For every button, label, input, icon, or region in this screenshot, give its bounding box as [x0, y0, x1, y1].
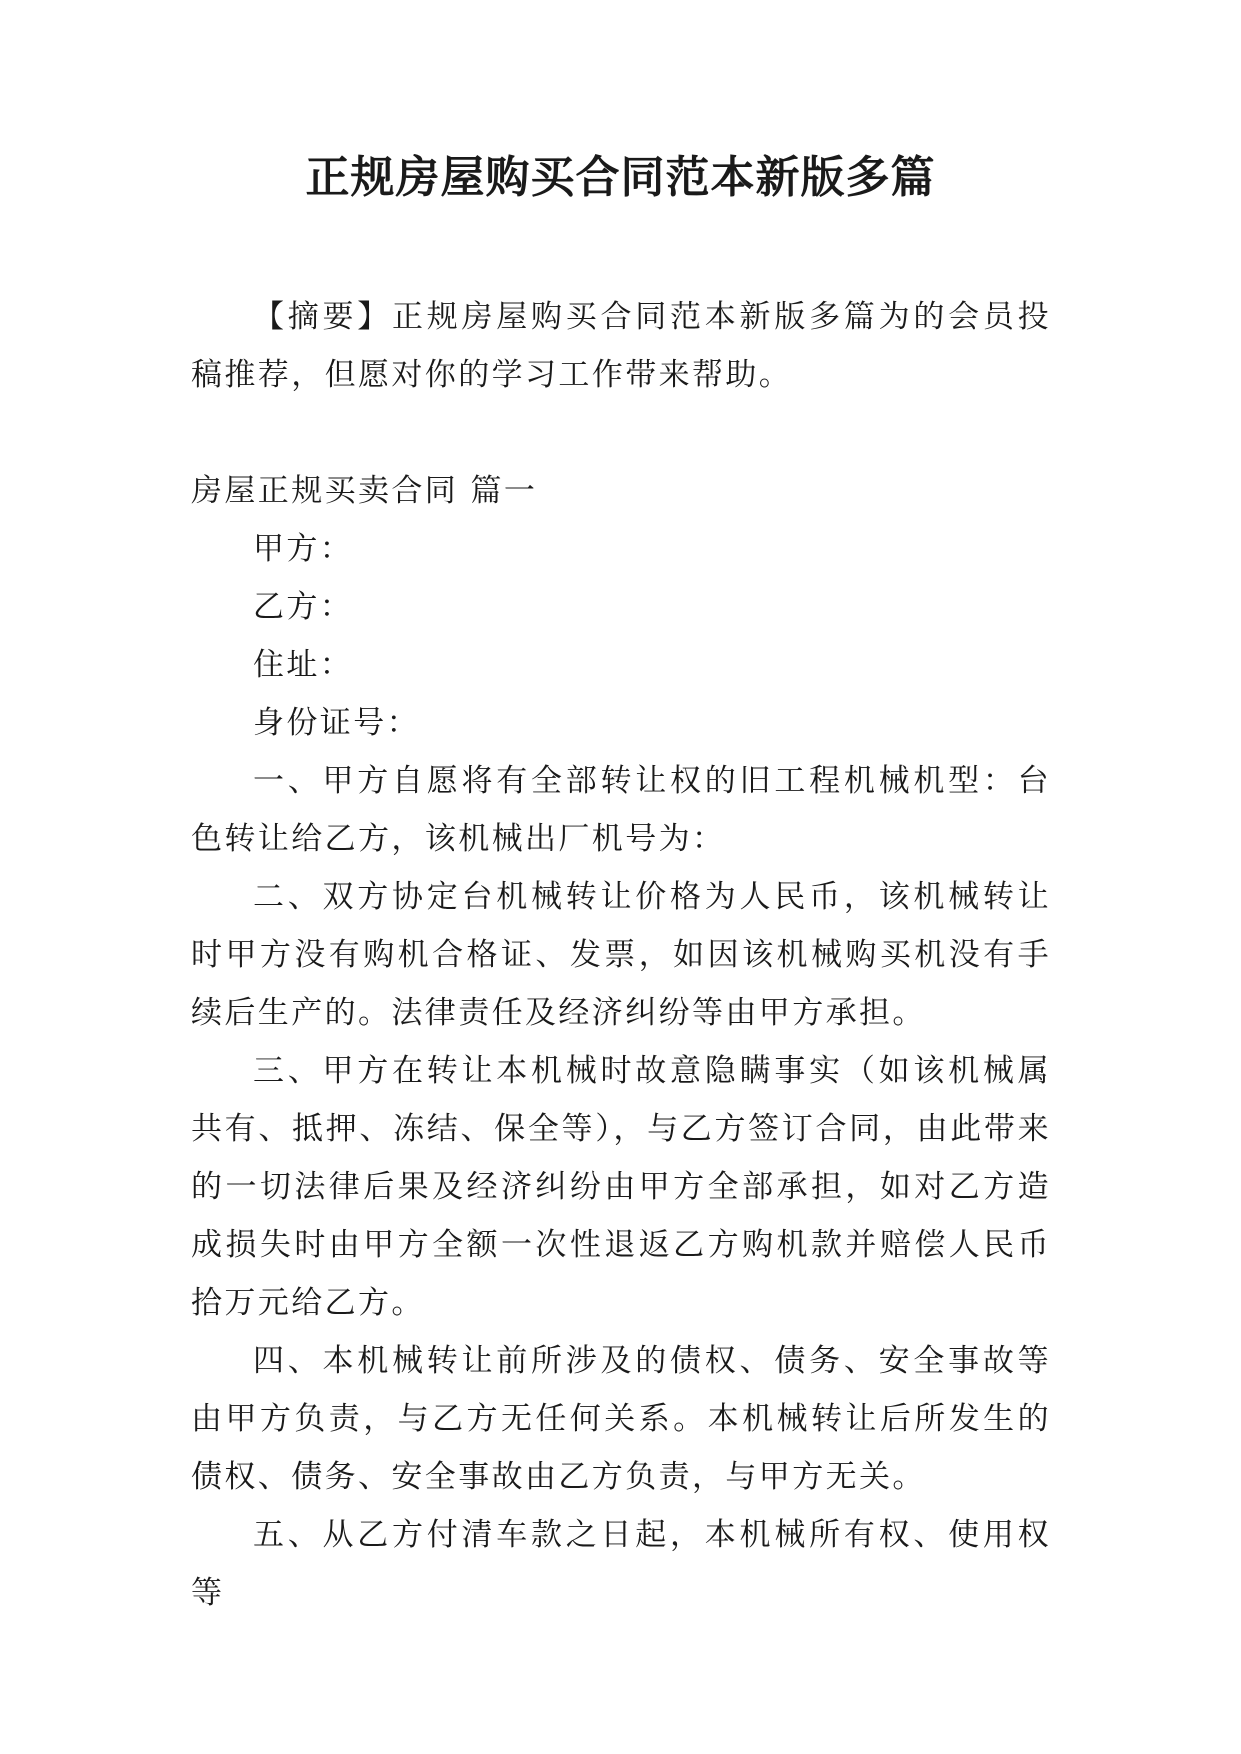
- clause-3: 三、甲方在转让本机械时故意隐瞒事实（如该机械属共有、抵押、冻结、保全等），与乙方签订合同，由此带来的一切法律后果及经济纠纷由甲方全部承担，如对乙方造成损失时由甲方全额一次性退返乙方购机款并赔偿人民币拾万元给乙方。: [191, 1053, 1051, 1321]
- document-body: [191, 288, 1051, 1622]
- clause-2: 二、双方协定台机械转让价格为人民币，该机械转让时甲方没有购机合格证、发票，如因该机械购买机没有手续后生产的。法律责任及经济纠纷等由甲方承担。: [191, 879, 1051, 1031]
- section-heading: 房屋正规买卖合同 篇一: [191, 473, 538, 509]
- clause-5: 五、从乙方付清车款之日起，本机械所有权、使用权等: [191, 1517, 1051, 1611]
- clause-1: 一、甲方自愿将有全部转让权的旧工程机械机型：台色转让给乙方，该机械出厂机号为：: [191, 763, 1051, 857]
- clause-4: 四、本机械转让前所涉及的债权、债务、安全事故等由甲方负责，与乙方无任何关系。本机械转让后所发生的债权、债务、安全事故由乙方负责，与甲方无关。: [191, 1343, 1051, 1495]
- document-title: 正规房屋购买合同范本新版多篇: [305, 152, 936, 203]
- id-number-field: 身份证号：: [253, 705, 420, 741]
- address-field: 住址：: [253, 647, 354, 683]
- party-a-field: 甲方：: [253, 531, 354, 567]
- abstract-paragraph: 【摘要】正规房屋购买合同范本新版多篇为的会员投稿推荐，但愿对你的学习工作带来帮助。: [191, 299, 1051, 393]
- party-b-field: 乙方：: [253, 589, 354, 625]
- paragraph-gap: [191, 404, 1051, 462]
